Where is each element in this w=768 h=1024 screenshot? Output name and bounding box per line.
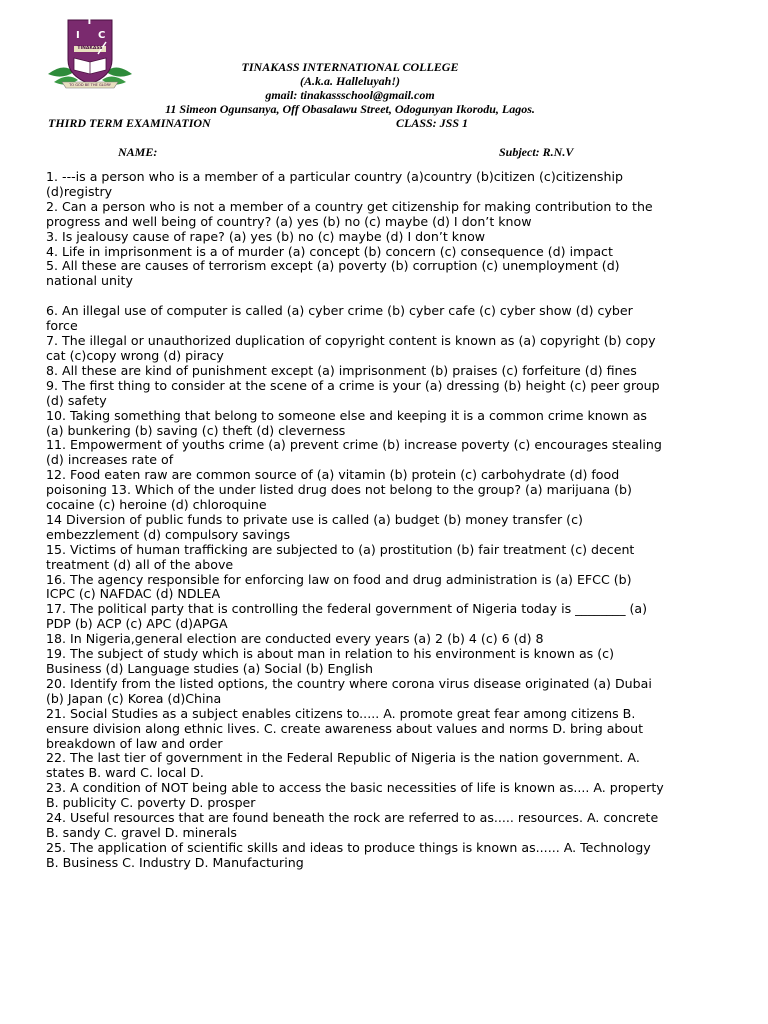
logo-banner-text: TINAKASS <box>77 46 103 51</box>
question-1: 1. ---is a person who is a member of a particular country (a)country (b)citizen (c)citizenship (d)registry <box>46 169 623 199</box>
question-19: 19. The subject of study which is about man in relation to his environment is known as (c) Business (d) Language studies (a) Social (b) English <box>46 646 614 676</box>
question-17: 17. The political party that is controlling the federal government of Nigeria today is ________ (a) PDP (b) ACP (c) APC (d)APGA <box>46 601 648 632</box>
question-7: 7. The illegal or unauthorized duplication of copyright content is known as (a) copyright (b) copy cat (c)copy wrong (d) piracy <box>46 333 656 363</box>
question-25: 25. The application of scientific skills and ideas to produce things is known as...... A. Technology B. Business C. Industry D. Manufacturing <box>46 839 651 870</box>
subject-label: Subject: R.N.V <box>499 145 574 159</box>
question-3: 3. Is jealousy cause of rape? (a) yes (b) no (c) maybe (d) I don’t know <box>46 228 486 244</box>
logo-letter-t: T <box>86 16 93 27</box>
question-gap <box>46 289 664 304</box>
question-5: 5. All these are causes of terrorism except (a) poverty (b) corruption (c) unemployment (d) national unity <box>46 258 620 289</box>
question-list <box>46 170 664 871</box>
question-23: 23. A condition of NOT being able to access the basic necessities of life is known as.... A. property B. publicity C. poverty D. prosper <box>46 780 664 811</box>
school-email: gmail: tinakassschool@gmail.com <box>265 88 435 102</box>
question-4: 4. Life in imprisonment is a of murder (a) concept (b) concern (c) consequence (d) impact <box>46 243 613 259</box>
question-20: 20. Identify from the listed options, the country where corona virus disease originated (a) Dubai (b) Japan (c) Korea (d)China <box>46 675 652 706</box>
question-24: 24. Useful resources that are found beneath the rock are referred to as..... resources. A. concrete B. sandy C. gravel D. minerals <box>46 810 659 840</box>
question-2: 2. Can a person who is not a member of a country get citizenship for making contribution to the progress and well being of country? (a) yes (b) no (c) maybe (d) I don’t know <box>46 198 653 229</box>
question-12-13: 12. Food eaten raw are common source of (a) vitamin (b) protein (c) carbohydrate (d) food poisoning 13. Which of the under listed drug does not belong to the group? (a) marijuana (b) cocaine (c) heroine (d) chloroquine <box>46 467 632 513</box>
question-14: 14 Diversion of public funds to private use is called (a) budget (b) money transfer (c) embezzlement (d) compulsory savings <box>46 511 583 542</box>
question-22: 22. The last tier of government in the Federal Republic of Nigeria is the nation government. A. states B. ward C. local D. <box>46 750 640 781</box>
question-9: 9. The first thing to consider at the scene of a crime is your (a) dressing (b) height (c) peer group (d) safety <box>46 377 660 408</box>
question-10: 10. Taking something that belong to someone else and keeping it is a common crime known as (a) bunkering (b) saving (c) theft (d) cleverness <box>46 407 647 438</box>
class-label: CLASS: JSS 1 <box>396 116 469 130</box>
question-18: 18. In Nigeria,general election are conducted every years (a) 2 (b) 4 (c) 6 (d) 8 <box>46 631 544 647</box>
school-name: TINAKASS INTERNATIONAL COLLEGE <box>241 60 459 74</box>
question-6: 6. An illegal use of computer is called (a) cyber crime (b) cyber cafe (c) cyber show (d) cyber force <box>46 303 633 334</box>
school-address: 11 Simeon Ogunsanya, Off Obasalawu Street, Odogunyan Ikorodu, Lagos. <box>165 102 535 116</box>
question-8: 8. All these are kind of punishment except (a) imprisonment (b) praises (c) forfeiture (d) fines <box>46 362 637 378</box>
logo-motto: TO GOD BE THE GLORY <box>69 83 111 87</box>
exam-title: THIRD TERM EXAMINATION <box>48 116 211 130</box>
school-aka: (A.k.a. Halleluyah!) <box>299 74 400 88</box>
question-16: 16. The agency responsible for enforcing law on food and drug administration is (a) EFCC (b) ICPC (c) NAFDAC (d) NDLEA <box>46 571 632 602</box>
question-15: 15. Victims of human trafficking are subjected to (a) prostitution (b) fair treatment (c) decent treatment (d) all of the above <box>46 541 635 572</box>
question-21: 21. Social Studies as a subject enables citizens to..... A. promote great fear among citizens B. ensure division along ethnic lives. C. create awareness about values and norms D. bring about breakdown of law and order <box>46 705 644 751</box>
logo-letter-c: C <box>98 30 106 41</box>
logo-letter-i: I <box>76 30 80 41</box>
name-label: NAME: <box>118 145 158 159</box>
question-11: 11. Empowerment of youths crime (a) prevent crime (b) increase poverty (c) encourages stealing (d) increases rate of <box>46 437 662 468</box>
